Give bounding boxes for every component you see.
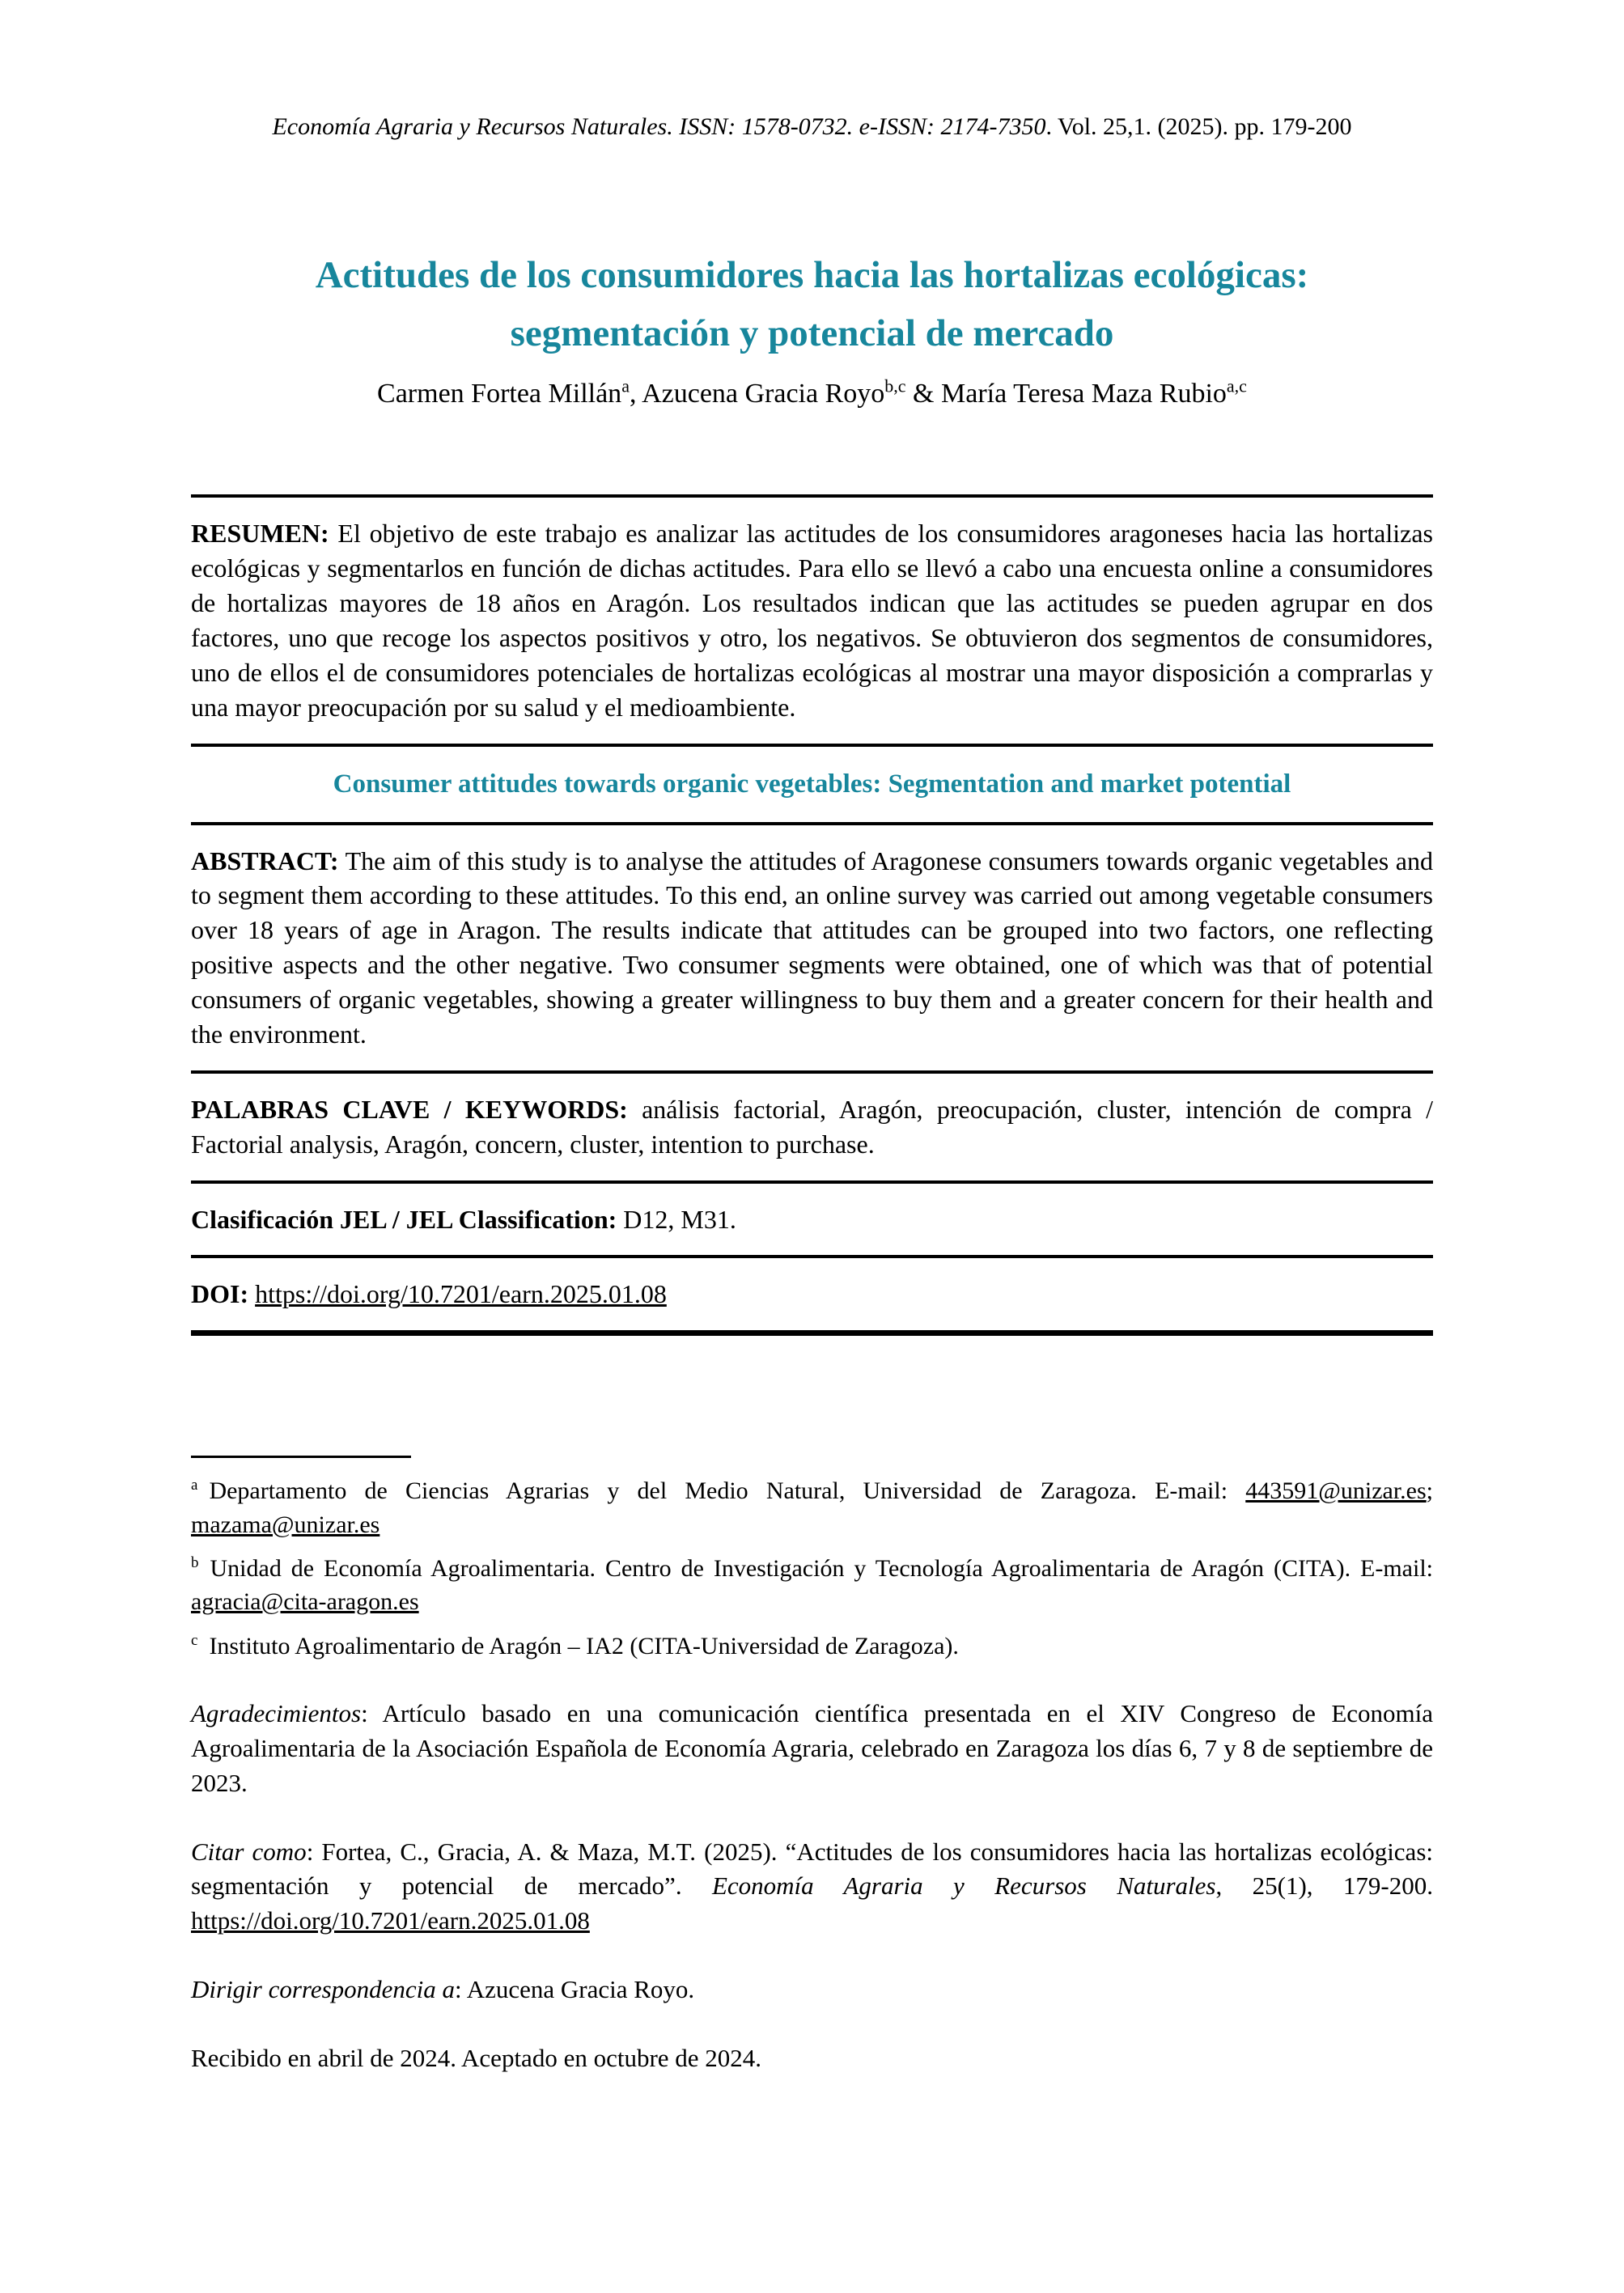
correspondence-paragraph xyxy=(191,1973,1433,2007)
doi-label: DOI: xyxy=(191,1279,249,1309)
author-affiliation-marker: b,c xyxy=(884,375,906,396)
journal-header xyxy=(191,112,1433,142)
abstract-paragraph xyxy=(191,844,1433,1052)
email-link[interactable]: mazama@unizar.es xyxy=(191,1511,380,1538)
footnote-c-text: Instituto Agroalimentario de Aragón – IA2 (CITA-Universidad de Zaragoza). xyxy=(209,1632,959,1659)
acknowledgements-text: : Artículo basado en una comunicación científica presentada en el XIV Congreso de Economía Agroalimentaria de la Asociación Española de Economía Agraria, celebrado en Zaragoza los días 6, 7 y 8 de septiembre de 2023. xyxy=(191,1699,1433,1797)
footnote-separator xyxy=(191,1456,411,1458)
citation-text-part1: : Fortea, C., Gracia, A. & Maza, M.T. (2025). “Actitudes de los consumidores hacia las hortalizas ecológicas: segmentación y potencial de mercado”. xyxy=(191,1837,1433,1901)
footnote-b-text: Unidad de Economía Agroalimentaria. Centro de Investigación y Tecnología Agroalimentaria de Aragón (CITA). E-mail: xyxy=(210,1555,1433,1583)
citation-paragraph xyxy=(191,1835,1433,1939)
citation-text-part2: , 25(1), 179-200. xyxy=(1215,1871,1433,1901)
footnote-a xyxy=(191,1474,1433,1541)
footnote-marker-a: a xyxy=(191,1477,198,1494)
section-divider xyxy=(191,1180,1433,1184)
author-name: Carmen Fortea Millán xyxy=(377,379,622,409)
abstract-label: ABSTRACT: xyxy=(191,846,339,875)
section-divider xyxy=(191,744,1433,747)
journal-name-issn: Economía Agraria y Recursos Naturales. ISSN: 1578-0732. e-ISSN: 2174-7350 xyxy=(272,113,1046,140)
email-link[interactable]: agracia@cita-aragon.es xyxy=(191,1588,419,1616)
acknowledgements-label: Agradecimientos xyxy=(191,1699,362,1728)
correspondence-label: Dirigir correspondencia a xyxy=(191,1974,456,2003)
doi-paragraph xyxy=(191,1277,1433,1312)
citation-doi-link[interactable]: https://doi.org/10.7201/earn.2025.01.08 xyxy=(191,1906,590,1935)
author-separator: , xyxy=(629,379,642,409)
citation-label: Citar como xyxy=(191,1837,307,1866)
jel-label: Clasificación JEL / JEL Classification: xyxy=(191,1204,617,1234)
section-divider xyxy=(191,1255,1433,1258)
authors-line xyxy=(191,376,1433,412)
keywords-label: PALABRAS CLAVE / KEYWORDS: xyxy=(191,1094,628,1124)
footnote-a-text: Departamento de Ciencias Agrarias y del Medio Natural, Universidad de Zaragoza. E-mail: xyxy=(209,1477,1228,1505)
article-title-line2: segmentación y potencial de mercado xyxy=(510,312,1114,355)
resumen-text: El objetivo de este trabajo es analizar las actitudes de los consumidores aragoneses hacia las hortalizas ecológicas y segmentarlos en función de dichas actitudes. Para ello se llevó a cabo una encuesta online a consumidores de hortalizas mayores de 18 años en Aragón. Los resultados indican que las actitudes se pueden agrupar en dos factores, uno que recoge los aspectos positivos y otro, los negativos. Se obtuvieron dos segmentos de consumidores, uno de ellos el de consumidores potenciales de hortalizas ecológicas al mostrar una mayor disposición a comprarlas y una mayor preocupación por su salud y el medioambiente. xyxy=(191,519,1434,722)
author-affiliation-marker: a xyxy=(621,375,630,396)
jel-codes: D12, M31. xyxy=(623,1204,736,1234)
citation-journal-name: Economía Agraria y Recursos Naturales xyxy=(711,1871,1216,1901)
resumen-paragraph xyxy=(191,516,1433,724)
english-title: Consumer attitudes towards organic vegetables: Segmentation and market potential xyxy=(333,769,1291,799)
article-title-line1: Actitudes de los consumidores hacia las hortalizas ecológicas: xyxy=(315,253,1309,296)
correspondence-text: : Azucena Gracia Royo. xyxy=(455,1974,695,2003)
abstract-text: The aim of this study is to analyse the attitudes of Aragonese consumers towards organic vegetables and to segment them according to these attitudes. To this end, an online survey was carried out among vegetable consumers over 18 years of age in Aragon. The results indicate that attitudes can be grouped into two factors, one reflecting positive aspects and the other negative. Two consumer segments were obtained, one of which was that of potential consumers of organic vegetables, showing a greater willingness to buy them and a greater concern for their health and the environment. xyxy=(191,846,1434,1049)
jel-paragraph xyxy=(191,1202,1433,1237)
article-title xyxy=(191,246,1433,364)
footnote-b xyxy=(191,1552,1433,1619)
journal-volume-pages: . Vol. 25,1. (2025). pp. 179-200 xyxy=(1045,113,1352,140)
section-divider xyxy=(191,494,1433,498)
resumen-label: RESUMEN: xyxy=(191,519,329,549)
acknowledgements-paragraph xyxy=(191,1697,1433,1800)
footnote-a-separator: ; xyxy=(1426,1477,1433,1505)
footnote-c xyxy=(191,1630,1433,1663)
footnote-marker-c: c xyxy=(191,1631,198,1649)
footnote-marker-b: b xyxy=(191,1554,199,1572)
email-link[interactable]: 443591@unizar.es xyxy=(1245,1477,1427,1505)
section-divider xyxy=(191,1070,1433,1074)
received-accepted-line: Recibido en abril de 2024. Aceptado en octubre de 2024. xyxy=(191,2043,762,2072)
author-name: María Teresa Maza Rubio xyxy=(941,379,1227,409)
footer-divider xyxy=(191,1330,1433,1336)
doi-link[interactable]: https://doi.org/10.7201/earn.2025.01.08 xyxy=(255,1279,667,1309)
keywords-text: análisis factorial, Aragón, preocupación, cluster, intención de compra / Factorial analysis, Aragón, concern, cluster, intention to purchase. xyxy=(191,1094,1433,1159)
author-affiliation-marker: a,c xyxy=(1226,375,1247,396)
author-separator: & xyxy=(905,379,941,409)
keywords-paragraph xyxy=(191,1092,1433,1162)
author-name: Azucena Gracia Royo xyxy=(642,379,885,409)
section-divider xyxy=(191,822,1433,825)
